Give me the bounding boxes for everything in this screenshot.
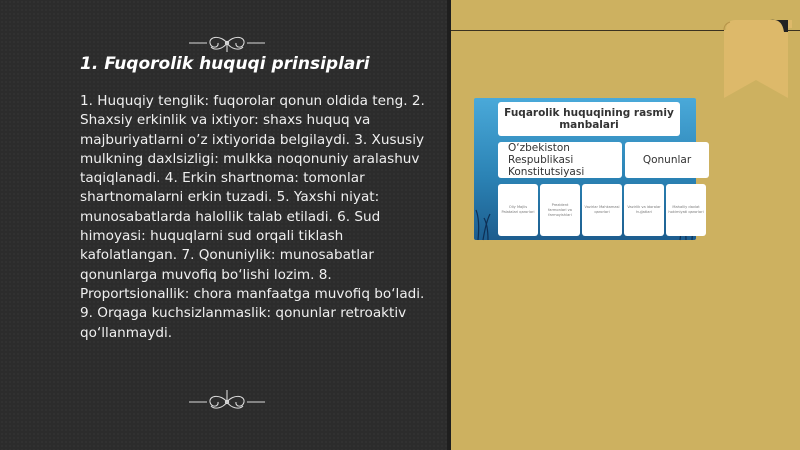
sub-box-cabinet: Vazirlar Mahkamasi qarorlari xyxy=(582,184,622,236)
sub-box-ministries: Vazirlik va idoralar hujjatlari xyxy=(624,184,664,236)
constitution-box: O‘zbekiston Respublikasi Konstitutsiyasi xyxy=(498,142,622,178)
laws-box: Qonunlar xyxy=(625,142,709,178)
sources-diagram xyxy=(474,98,704,240)
diagram-title: Fuqarolik huquqining rasmiy manbalari xyxy=(498,102,680,136)
bookmark-ribbon-icon xyxy=(718,18,794,100)
sub-box-president: Prezident farmonlari va farmoyishlari xyxy=(540,184,580,236)
panel-divider xyxy=(447,0,451,450)
slide-title: 1. Fuqorolik huquqi prinsiplari xyxy=(80,54,370,74)
principles-text: 1. Huquqiy tenglik: fuqorolar qonun oldida teng. 2. Shaxsiy erkinlik va ixtiyor: shaxs huquq va majburiyatlarni o’z ixtiyorida belgilaydi. 3. Xususiy mulkning daxlsizligi: mulkka noqonuniy aralashuv taqiqlanadi. 4. Erkin shartnoma: tomonlar shartnomalarni erkin tuzadi. 5. Yaxshi niyat: munosabatlarda halollik talab etiladi. 6. Sud himoyasi: huquqlarni sud orqali tiklash kafolatlangan. 7. Qonuniylik: munosabatlar qonunlarga muvofiq bo‘lishi lozim. 8. Proportsionallik: chora manfaatga muvofiq bo‘ladi. 9. Orqaga kuchsizlanmaslik: qonunlar retroaktiv qo‘llanmaydi. xyxy=(80,93,425,341)
flourish-top-ornament-icon xyxy=(187,32,267,54)
sub-box-local: Mahalliy davlat hokimiyati qarorlari xyxy=(666,184,706,236)
sub-box-parliament: Oliy Majlis Palatalari qarorlari xyxy=(498,184,538,236)
flourish-bottom-ornament-icon xyxy=(187,388,267,412)
